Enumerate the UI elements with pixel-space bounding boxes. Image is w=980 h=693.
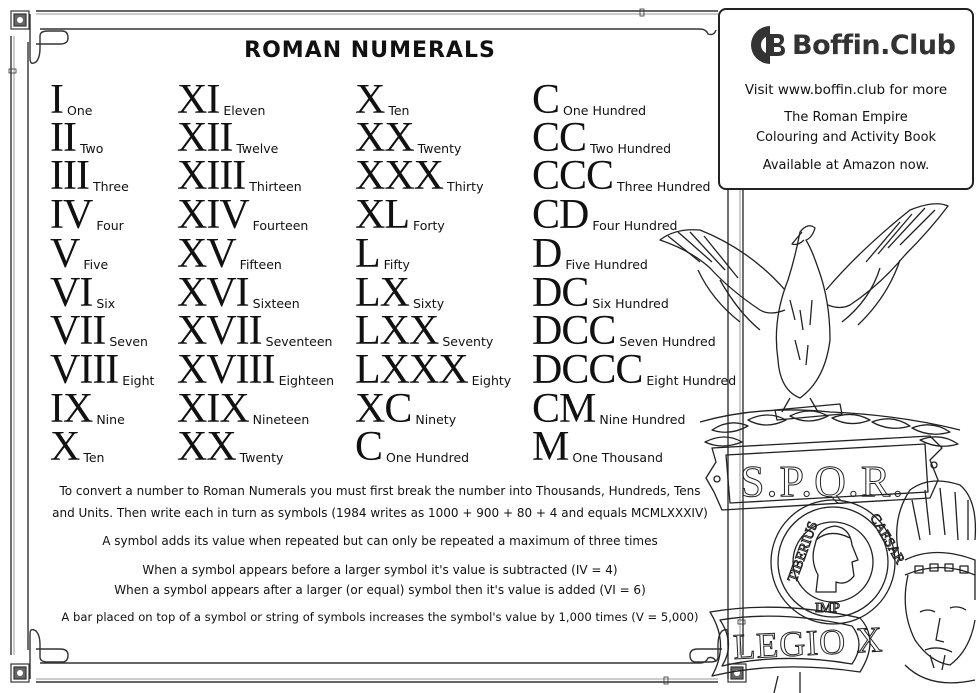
numeral-word: Seventy bbox=[442, 334, 494, 349]
visit-link[interactable]: Visit www.boffin.club for more bbox=[744, 82, 948, 98]
numeral-word: One Hundred bbox=[386, 450, 470, 465]
numeral-word: Forty bbox=[413, 218, 445, 233]
book-title-line1: The Roman Empire bbox=[784, 110, 908, 125]
numeral-word: Sixty bbox=[413, 296, 445, 311]
numeral-word: Ninety bbox=[415, 412, 457, 427]
numeral-word: Seven bbox=[109, 334, 148, 349]
soldier-icon bbox=[897, 481, 976, 683]
numeral-word: Two bbox=[79, 141, 104, 156]
roman-numeral: X bbox=[355, 77, 385, 123]
roman-illustration bbox=[630, 190, 980, 693]
roman-numeral: IX bbox=[50, 386, 93, 432]
numeral-row bbox=[355, 386, 457, 432]
roman-numeral: L bbox=[355, 231, 380, 277]
roman-numeral: XXX bbox=[355, 153, 443, 199]
numeral-word: Six Hundred bbox=[592, 296, 669, 311]
numeral-row bbox=[355, 308, 494, 354]
numeral-word: One Hundred bbox=[563, 103, 647, 118]
numeral-word: Twelve bbox=[236, 141, 279, 156]
rule-text: and Units. Then write each in turn as symbols (1984 writes as 1000 + 900 + 80 + 4 and equals MCMLXXXIV) bbox=[52, 506, 708, 520]
roman-numeral: M bbox=[532, 424, 569, 470]
roman-numeral: XX bbox=[177, 424, 236, 470]
roman-numeral: X bbox=[50, 424, 80, 470]
numeral-row bbox=[50, 424, 105, 470]
numeral-row bbox=[532, 77, 647, 123]
roman-numeral: CM bbox=[532, 386, 596, 432]
coin-caesar-text: CAESAR bbox=[866, 511, 907, 567]
numeral-row bbox=[50, 153, 129, 199]
page-title: ROMAN NUMERALS bbox=[244, 38, 496, 63]
numeral-word: Eighteen bbox=[278, 373, 335, 388]
rule-text: To convert a number to Roman Numerals you must first break the number into Thousands, Hundreds, Tens bbox=[59, 484, 701, 498]
numeral-word: Seven Hundred bbox=[619, 334, 716, 349]
roman-numeral: XIV bbox=[177, 192, 249, 238]
numeral-word: Nineteen bbox=[252, 412, 310, 427]
numeral-row bbox=[177, 192, 309, 238]
numeral-word: Fifteen bbox=[239, 257, 282, 272]
roman-numeral: XV bbox=[177, 231, 236, 277]
availability-text: Available at Amazon now. bbox=[762, 158, 930, 173]
coin-imp-text: IMP bbox=[815, 601, 840, 616]
numeral-row bbox=[50, 192, 124, 238]
roman-numeral: DC bbox=[532, 270, 589, 316]
numeral-word: Nine Hundred bbox=[599, 412, 686, 427]
roman-numeral: III bbox=[50, 153, 89, 199]
numeral-row bbox=[355, 77, 410, 123]
numeral-row bbox=[50, 231, 109, 277]
numeral-word: Seventeen bbox=[265, 334, 333, 349]
numeral-row bbox=[50, 308, 148, 354]
rule-text: A bar placed on top of a symbol or string of symbols increases the symbol's value by 1,000 times (V = 5,000) bbox=[61, 610, 699, 624]
roman-numeral: XX bbox=[355, 115, 414, 161]
numeral-row bbox=[177, 386, 310, 432]
roman-numeral: IV bbox=[50, 192, 93, 238]
coin-tiberius-text: TIBERIUS bbox=[785, 519, 822, 585]
roman-numeral: CC bbox=[532, 115, 587, 161]
roman-numeral: V bbox=[50, 231, 80, 277]
numeral-row bbox=[50, 77, 93, 123]
numeral-word: Twenty bbox=[417, 141, 462, 156]
numeral-row bbox=[355, 270, 445, 316]
brand-name: Boffin.Club bbox=[792, 29, 956, 61]
rule-text: When a symbol appears before a larger symbol it's value is subtracted (IV = 4) bbox=[142, 563, 618, 577]
rule-text: When a symbol appears after a larger (or equal) symbol then it's value is added (VI = 6) bbox=[114, 583, 646, 597]
numeral-row bbox=[355, 231, 410, 277]
roman-numeral: CD bbox=[532, 192, 589, 238]
numeral-word: One Thousand bbox=[572, 450, 663, 465]
roman-numeral: XII bbox=[177, 115, 233, 161]
numeral-word: Ten bbox=[388, 103, 410, 118]
legion-text: LEGIO X bbox=[732, 619, 885, 667]
numeral-word: Eleven bbox=[223, 103, 266, 118]
numeral-row bbox=[355, 153, 484, 199]
numeral-word: Thirty bbox=[447, 179, 484, 194]
numeral-row bbox=[177, 77, 266, 123]
roman-numeral: I bbox=[50, 77, 63, 123]
numeral-word: Five bbox=[83, 257, 109, 272]
numeral-word: Nine bbox=[96, 412, 125, 427]
numeral-word: Eighty bbox=[471, 373, 512, 388]
roman-numeral: XVIII bbox=[177, 347, 275, 393]
numeral-word: Five Hundred bbox=[565, 257, 648, 272]
numeral-row bbox=[50, 270, 116, 316]
numeral-row bbox=[177, 347, 335, 393]
numeral-row bbox=[532, 115, 672, 161]
numeral-word: Eight Hundred bbox=[646, 373, 737, 388]
numeral-row bbox=[355, 424, 470, 470]
numeral-word: Fifty bbox=[383, 257, 410, 272]
numeral-word: Three bbox=[92, 179, 129, 194]
roman-numeral: VIII bbox=[50, 347, 119, 393]
numeral-row bbox=[532, 153, 711, 199]
roman-numeral: XVII bbox=[177, 308, 262, 354]
numeral-word: Thirteen bbox=[249, 179, 302, 194]
numeral-word: Sixteen bbox=[252, 296, 300, 311]
roman-numeral: XC bbox=[355, 386, 412, 432]
numeral-row bbox=[355, 192, 445, 238]
book-title-line2: Colouring and Activity Book bbox=[755, 130, 937, 145]
eagle-icon bbox=[660, 204, 948, 420]
numeral-word: Ten bbox=[83, 450, 105, 465]
numeral-word: Fourteen bbox=[252, 218, 309, 233]
numeral-row bbox=[50, 386, 125, 432]
numeral-word: Two Hundred bbox=[590, 141, 672, 156]
numeral-row bbox=[355, 347, 512, 393]
roman-numeral: XL bbox=[355, 192, 409, 238]
numeral-row bbox=[50, 115, 104, 161]
rule-text: A symbol adds its value when repeated but can only be repeated a maximum of three times bbox=[102, 534, 658, 548]
roman-numeral: C bbox=[355, 424, 383, 470]
roman-numeral: LXX bbox=[355, 308, 439, 354]
roman-numeral: II bbox=[50, 115, 76, 161]
roman-numeral: XIX bbox=[177, 386, 249, 432]
numeral-word: Three Hundred bbox=[617, 179, 711, 194]
brand-logo[interactable] bbox=[746, 24, 955, 66]
roman-numeral: VI bbox=[50, 270, 93, 316]
roman-numeral: C bbox=[532, 77, 560, 123]
numeral-row bbox=[177, 231, 282, 277]
roman-numeral: XIII bbox=[177, 153, 246, 199]
roman-numeral: XI bbox=[177, 77, 220, 123]
boffin-promo-box bbox=[718, 8, 974, 190]
boffin-cb-logo-icon bbox=[746, 24, 790, 66]
numeral-row bbox=[177, 424, 284, 470]
numeral-word: Six bbox=[96, 296, 116, 311]
roman-numeral: XVI bbox=[177, 270, 249, 316]
roman-numeral: DCC bbox=[532, 308, 616, 354]
numeral-word: Four bbox=[96, 218, 124, 233]
roman-numeral: LX bbox=[355, 270, 409, 316]
numeral-row bbox=[177, 308, 333, 354]
roman-numeral: LXXX bbox=[355, 347, 468, 393]
numeral-row bbox=[177, 115, 279, 161]
roman-numeral: D bbox=[532, 231, 562, 277]
roman-numeral: DCCC bbox=[532, 347, 643, 393]
numeral-word: Twenty bbox=[239, 450, 284, 465]
roman-numeral: VII bbox=[50, 308, 106, 354]
numeral-row bbox=[177, 270, 300, 316]
numeral-row bbox=[355, 115, 462, 161]
numeral-row bbox=[50, 347, 155, 393]
roman-numeral: CCC bbox=[532, 153, 614, 199]
numeral-word: One bbox=[67, 103, 93, 118]
numeral-row bbox=[177, 153, 302, 199]
numeral-word: Four Hundred bbox=[592, 218, 678, 233]
spqr-text: S.P.Q.R. bbox=[740, 457, 906, 506]
numeral-word: Eight bbox=[122, 373, 155, 388]
